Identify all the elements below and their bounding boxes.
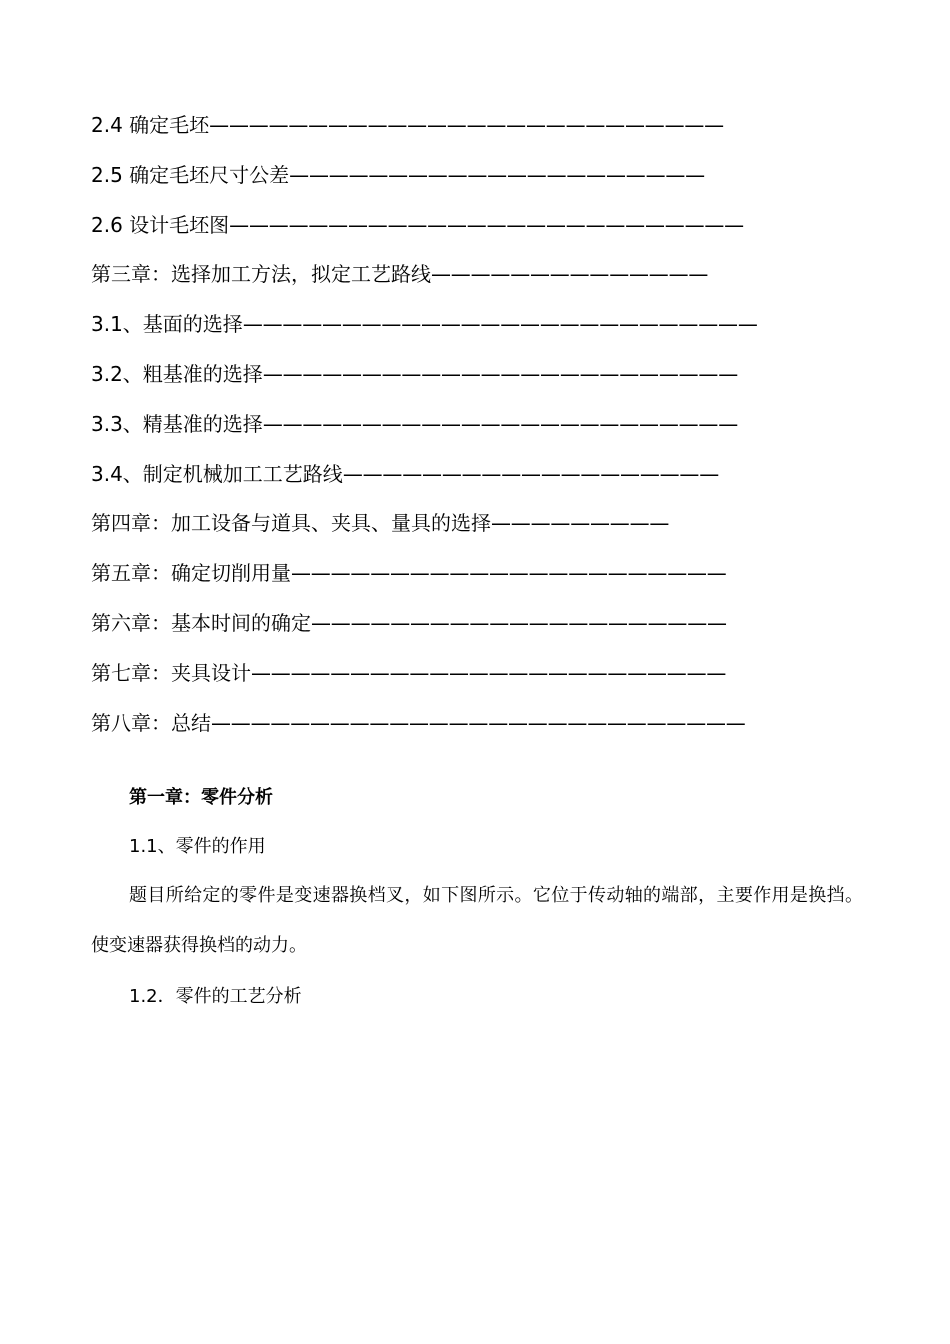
toc-entry <box>91 356 851 406</box>
toc-entry <box>91 505 851 555</box>
toc-leader-line: ———————————————————————— <box>262 361 739 386</box>
toc-leader-line: —————————————— <box>431 262 709 287</box>
toc-entry <box>91 406 851 456</box>
toc-entry <box>91 306 851 356</box>
table-of-contents <box>91 107 851 754</box>
toc-entry-title: 2.6 设计毛坯图 <box>91 212 230 237</box>
chapter-heading: 第一章：零件分析 <box>129 787 273 808</box>
toc-entry-title: 第八章：总结 <box>91 710 211 735</box>
toc-leader-line: ——————————————————— <box>342 461 720 486</box>
section-heading-1-2: 1.2．零件的工艺分析 <box>129 986 302 1007</box>
toc-leader-line: ————————— <box>491 511 670 536</box>
toc-entry-title: 2.4 确定毛坯 <box>91 113 210 137</box>
toc-entry <box>91 705 851 755</box>
toc-entry-title: 3.3、精基准的选择 <box>91 411 263 436</box>
toc-leader-line: ——————————————————————————— <box>211 710 746 735</box>
toc-entry-title: 3.1、基面的选择 <box>91 312 243 337</box>
toc-entry <box>91 207 851 257</box>
toc-entry-title: 第五章：确定切削用量 <box>91 561 291 586</box>
toc-leader-line: ————————————————————— <box>289 162 705 187</box>
toc-entry <box>91 107 851 157</box>
toc-entry-title: 2.5 确定毛坯尺寸公差 <box>91 162 290 187</box>
toc-leader-line: ———————————————————————— <box>262 411 739 436</box>
toc-leader-line: —————————————————————————— <box>229 212 744 237</box>
toc-entry-title: 3.2、粗基准的选择 <box>91 361 263 386</box>
toc-leader-line: ———————————————————————— <box>251 660 727 685</box>
toc-leader-line: —————————————————————————— <box>242 312 758 337</box>
toc-entry-title: 3.4、制定机械加工工艺路线 <box>91 461 343 486</box>
toc-entry <box>91 157 851 207</box>
toc-entry-title: 第七章：夹具设计 <box>91 660 251 685</box>
toc-entry <box>91 456 851 506</box>
toc-entry-title: 第六章：基本时间的确定 <box>91 610 311 635</box>
section-heading-1-1: 1.1、零件的作用 <box>129 836 266 857</box>
toc-entry <box>91 655 851 705</box>
body-paragraph: 题目所给定的零件是变速器换档叉，如下图所示。它位于传动轴的端部，主要作用是换挡。使变速器获得换档的动力。 <box>91 885 863 956</box>
toc-leader-line: —————————————————————————— <box>209 113 724 137</box>
toc-entry-title: 第三章：选择加工方法，拟定工艺路线 <box>91 262 431 287</box>
toc-entry-title: 第四章：加工设备与道具、夹具、量具的选择 <box>91 511 491 536</box>
toc-entry <box>91 555 851 605</box>
toc-leader-line: —————————————————————— <box>291 561 727 586</box>
toc-leader-line: ————————————————————— <box>311 610 727 635</box>
toc-entry <box>91 256 851 306</box>
toc-entry <box>91 605 851 655</box>
